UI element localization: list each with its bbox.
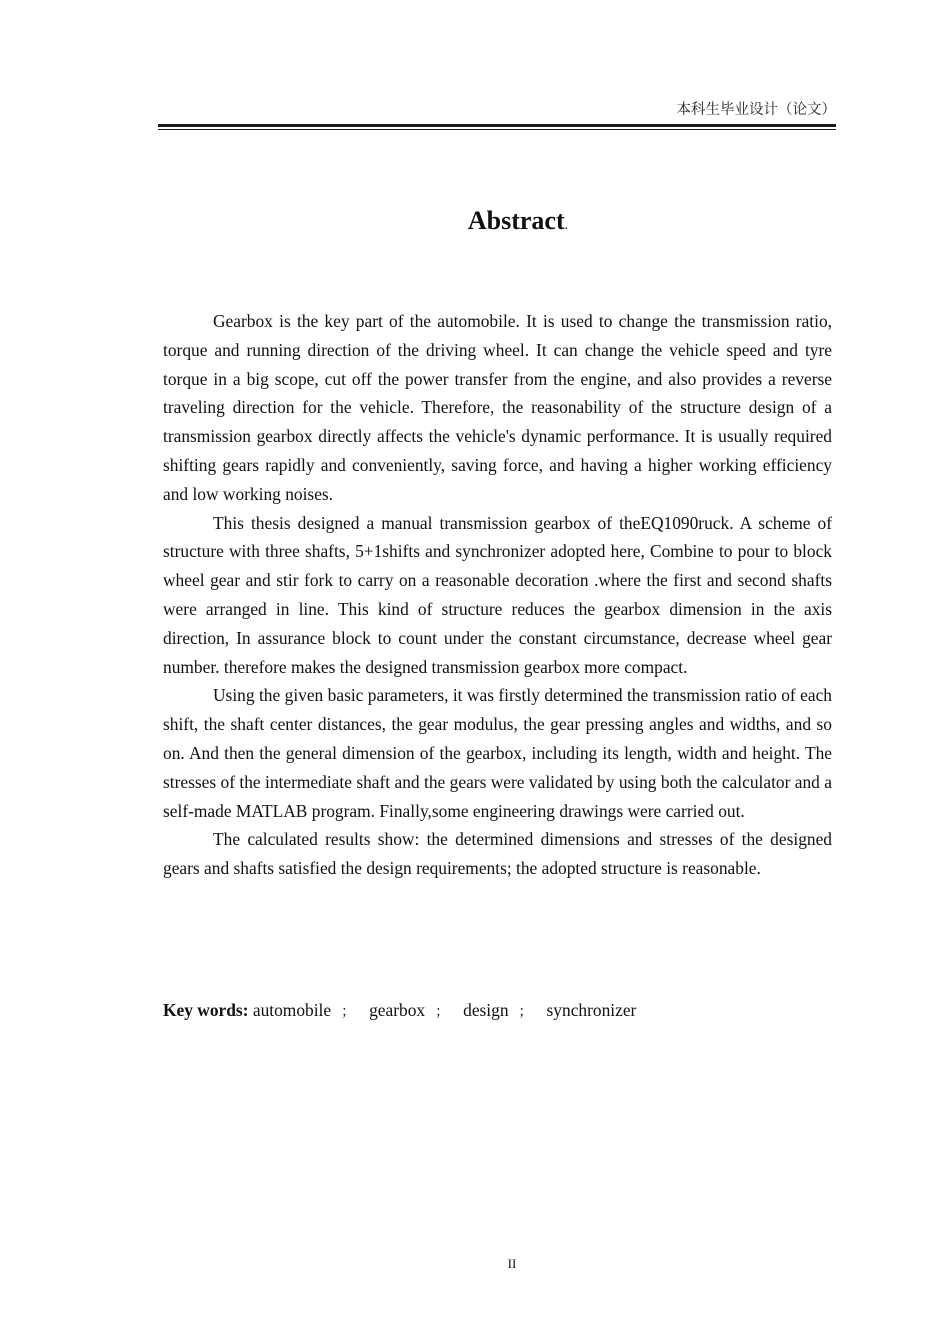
keyword-item: automobile	[252, 1000, 332, 1020]
abstract-body	[163, 307, 832, 883]
abstract-title-suffix: .	[564, 218, 569, 233]
header-rule-thin	[158, 129, 836, 130]
keyword-item: synchronizer	[546, 1000, 637, 1020]
keyword-separator: ；	[341, 1005, 356, 1020]
keyword-separator: ；	[435, 1005, 450, 1020]
abstract-paragraph: The calculated results show: the determined dimensions and stresses of the designed gears and shafts satisfied the design requirements; the adopted structure is reasonable.	[163, 829, 832, 879]
abstract-title	[158, 203, 878, 244]
running-header: 本科生毕业设计（论文）	[676, 102, 836, 118]
abstract-paragraph: Gearbox is the key part of the automobile. It is used to change the transmission ratio, torque and running direction of the driving wheel. It can change the vehicle speed and tyre torque in a big scope, cut off the power transfer from the engine, and also provides a reverse traveling direction for the vehicle. Therefore, the reasonability of the structure design of a transmission gearbox directly affects the vehicle's dynamic performance. It is usually required shifting gears rapidly and conveniently, saving force, and having a higher working efficiency and low working noises.	[163, 311, 832, 504]
keywords-label: Key words:	[163, 1000, 249, 1020]
abstract-paragraph: This thesis designed a manual transmission gearbox of theEQ1090ruck. A scheme of structure with three shafts, 5+1shifts and synchronizer adopted here, Combine to pour to block wheel gear and stir fork to carry on a reasonable decoration .where the first and second shafts were arranged in line. This kind of structure reduces the gearbox dimension in the axis direction, In assurance block to count under the constant circumstance, decrease wheel gear number. therefore makes the designed transmission gearbox more compact.	[163, 512, 832, 677]
keywords-line	[163, 996, 832, 1028]
abstract-title-text: Abstract	[467, 206, 565, 235]
abstract-paragraph: Using the given basic parameters, it was firstly determined the transmission ratio of each shift, the shaft center distances, the gear modulus, the gear pressing angles and widths, and so on. And then the general dimension of the gearbox, including its length, width and height. The stresses of the intermediate shaft and the gears were validated by using both the calculator and a self-made MATLAB program. Finally,some engineering drawings were carried out.	[163, 685, 832, 821]
keyword-separator: ；	[518, 1005, 533, 1020]
header-rule-thick	[158, 124, 836, 127]
keyword-item: design	[463, 1000, 509, 1020]
page-number: II	[507, 1256, 517, 1271]
keyword-item: gearbox	[369, 1000, 426, 1020]
